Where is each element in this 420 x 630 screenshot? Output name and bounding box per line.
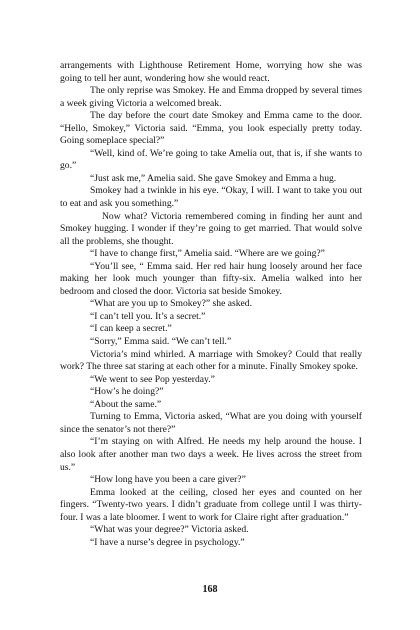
- paragraph: “How’s he doing?”: [90, 386, 164, 398]
- paragraph: Victoria’s mind whirled. A marriage with Smokey? Could that really work? The three sat staring at each other for a minute. Finally Smokey spoke.: [60, 348, 362, 373]
- body-text: [60, 60, 362, 549]
- paragraph: “I have to change first,” Amelia said. “Where are we going?”: [90, 248, 325, 260]
- paragraph: “I can’t tell you. It’s a secret.”: [90, 310, 206, 322]
- paragraph: “About the same.”: [90, 398, 162, 410]
- paragraph: “I’m staying on with Alfred. He needs my help around the house. I also look after another man two days a week. He lives across the street from us.”: [60, 436, 362, 473]
- paragraph: Smokey had a twinkle in his eye. “Okay, I will. I want to take you out to eat and ask you something.”: [60, 185, 362, 210]
- paragraph: The day before the court date Smokey and Emma came to the door. “Hello, Smokey,” Victoria said. “Emma, you look especially pretty today. Going someplace special?”: [60, 110, 362, 147]
- paragraph: “What are you up to Smokey?” she asked.: [90, 298, 252, 310]
- paragraph: arrangements with Lighthouse Retirement Home, worrying how she was going to tell her aunt, wondering how she would react.: [60, 60, 362, 84]
- paragraph: “How long have you been a care giver?”: [90, 474, 246, 486]
- paragraph: “You’ll see, “ Emma said. Her red hair hung loosely around her face making her look much younger than fifty-six. Amelia walked into her bedroom and closed the door. Victoria sat beside Smokey.: [60, 260, 362, 297]
- paragraph: “Just ask me,” Amelia said. She gave Smokey and Emma a hug.: [90, 172, 337, 184]
- paragraph: “I have a nurse’s degree in psychology.”: [90, 536, 245, 548]
- paragraph: “Sorry,” Emma said. “We can’t tell.”: [90, 336, 232, 348]
- paragraph: “We went to see Pop yesterday.”: [90, 373, 215, 385]
- page-number: 168: [202, 584, 218, 595]
- paragraph: Emma looked at the ceiling, closed her eyes and counted on her fingers. “Twenty-two years. I didn’t graduate from college until I was thirty-four. I was a late bloomer. I went to work for Claire right after graduation.”: [60, 486, 362, 523]
- paragraph: Turning to Emma, Victoria asked, “What are you doing with yourself since the senator’s not there?”: [60, 411, 362, 435]
- paragraph: “I can keep a secret.”: [90, 323, 172, 335]
- paragraph: “What was your degree?” Victoria asked.: [90, 524, 249, 536]
- paragraph: The only reprise was Smokey. He and Emma dropped by several times a week giving Victoria a welcomed break.: [60, 85, 362, 109]
- paragraph: Now what? Victoria remembered coming in finding her aunt and Smokey hugging. I wonder if they’re going to get married. That would solve all the problems, she thought.: [60, 210, 362, 247]
- paragraph: “Well, kind of. We’re going to take Amelia out, that is, if she wants to go.”: [60, 147, 362, 172]
